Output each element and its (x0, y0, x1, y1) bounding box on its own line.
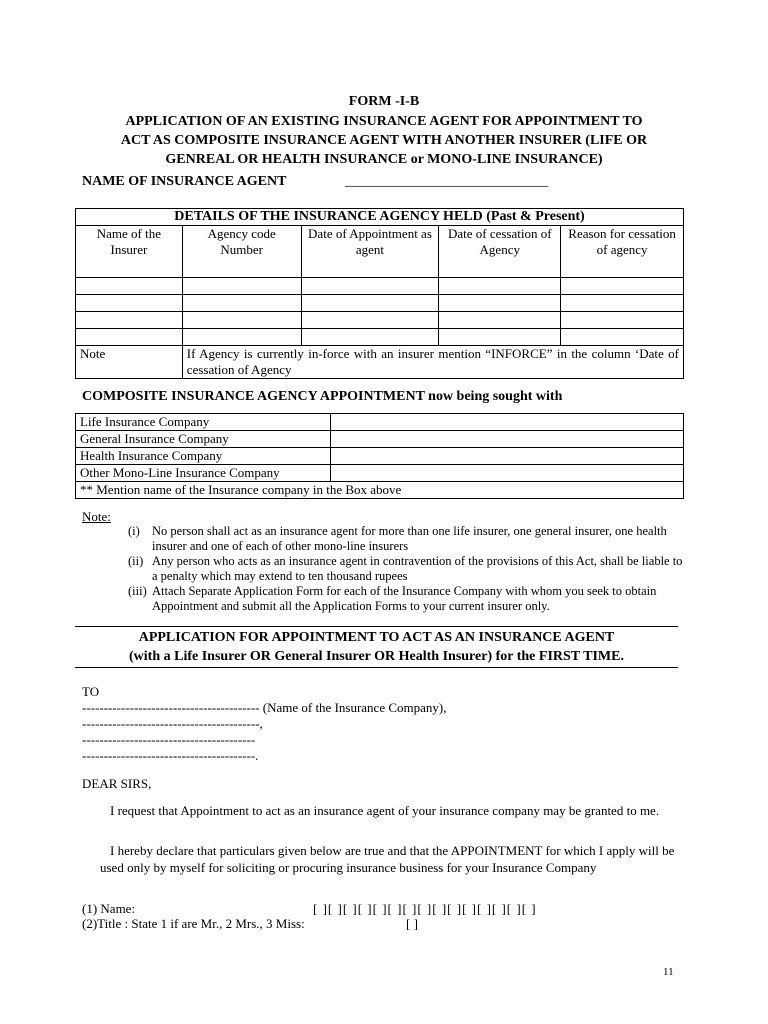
divider (75, 667, 678, 668)
table-cell[interactable] (439, 295, 561, 312)
company-label-general: General Insurance Company (76, 431, 331, 448)
agency-note-text: If Agency is currently in-force with an insurer mention “INFORCE” in the column ‘Date of cessation of Agency (182, 346, 683, 379)
table-row (76, 431, 684, 448)
divider (75, 626, 678, 627)
table-row[interactable] (76, 312, 684, 329)
table-cell[interactable] (561, 329, 684, 346)
address-line-1[interactable]: ----------------------------------------- (Name of the Insurance Company), (82, 700, 447, 715)
address-to: TO (82, 684, 100, 699)
note-number: (ii) (128, 554, 144, 568)
company-table-footer: ** Mention name of the Insurance company in the Box above (76, 482, 684, 499)
agency-table-title: DETAILS OF THE INSURANCE AGENCY HELD (Past & Present) (76, 209, 684, 226)
table-cell[interactable] (301, 295, 439, 312)
name-field-label: (1) Name: (82, 901, 136, 916)
table-cell[interactable] (561, 312, 684, 329)
table-cell[interactable] (301, 329, 439, 346)
table-row[interactable] (76, 295, 684, 312)
first-time-heading-line-1: APPLICATION FOR APPOINTMENT TO ACT AS AN INSURANCE AGENT (138, 630, 615, 645)
form-heading (80, 112, 688, 169)
first-time-heading (75, 628, 678, 666)
table-cell[interactable] (76, 295, 183, 312)
column-header-insurer: Name of the Insurer (76, 226, 183, 278)
list-item (128, 584, 688, 614)
address-line-3[interactable]: ---------------------------------------- (82, 732, 256, 747)
company-name-mono-line-input[interactable] (330, 465, 683, 482)
agency-note-label: Note (76, 346, 183, 379)
table-row (76, 448, 684, 465)
company-name-general-input[interactable] (330, 431, 683, 448)
table-row (76, 465, 684, 482)
form-id: FORM -I-B (348, 94, 420, 109)
declaration-paragraph: I hereby declare that particulars given below are true and that the APPOINTMENT for which I apply will be used only by myself for soliciting or procuring insurance business for your Insurance Company (100, 843, 675, 875)
composite-heading-rest: now being sought with (424, 389, 563, 404)
table-cell[interactable] (439, 312, 561, 329)
agent-name-label: NAME OF INSURANCE AGENT (82, 174, 287, 189)
title-input-box[interactable]: [ ] (406, 916, 418, 931)
table-cell[interactable] (439, 329, 561, 346)
salutation: DEAR SIRS, (82, 776, 152, 791)
table-row[interactable] (76, 278, 684, 295)
column-header-cessation-date: Date of cessation of Agency (439, 226, 561, 278)
table-cell[interactable] (439, 278, 561, 295)
title-field-label: (2)Title : State 1 if are Mr., 2 Mrs., 3 Miss: (82, 916, 305, 931)
heading-line-1: APPLICATION OF AN EXISTING INSURANCE AGENT FOR APPOINTMENT TO (125, 114, 643, 129)
notes-list (128, 524, 688, 614)
table-cell[interactable] (301, 312, 439, 329)
agent-name-field[interactable]: _____________________________ (345, 174, 548, 189)
company-name-health-input[interactable] (330, 448, 683, 465)
composite-heading (82, 388, 562, 406)
column-header-agency-code: Agency code Number (182, 226, 301, 278)
table-cell[interactable] (76, 329, 183, 346)
note-text: Attach Separate Application Form for each of the Insurance Company with whom you seek to obtain Appointment and submit all the Application Forms to your current insurer only. (152, 584, 657, 613)
heading-line-2: ACT AS COMPOSITE INSURANCE AGENT WITH ANOTHER INSURER (LIFE OR (120, 133, 648, 148)
address-block (82, 684, 446, 764)
list-item (128, 524, 688, 554)
notes-label: Note: (82, 509, 111, 524)
note-text: No person shall act as an insurance agent for more than one life insurer, one general insurer, one health insurer and one of each of other mono-line insurers (152, 524, 667, 553)
name-input-boxes[interactable]: [ ][ ][ ][ ][ ][ ][ ][ ][ ][ ][ ][ ][ ][ ][ ] (313, 901, 537, 916)
company-label-mono-line: Other Mono-Line Insurance Company (76, 465, 331, 482)
address-line-2[interactable]: -----------------------------------------, (82, 716, 263, 731)
note-text: Any person who acts as an insurance agent in contravention of the provisions of this Act, shall be liable to a penalty which may extend to ten thousand rupees (152, 554, 683, 583)
table-cell[interactable] (76, 278, 183, 295)
table-cell[interactable] (561, 278, 684, 295)
first-time-heading-line-2: (with a Life Insurer OR General Insurer OR Health Insurer) for the FIRST TIME. (129, 649, 624, 664)
note-number: (i) (128, 524, 140, 538)
company-label-health: Health Insurance Company (76, 448, 331, 465)
table-cell[interactable] (182, 295, 301, 312)
table-row[interactable] (76, 329, 684, 346)
table-cell[interactable] (76, 312, 183, 329)
list-item (128, 554, 688, 584)
composite-heading-bold: COMPOSITE INSURANCE AGENCY APPOINTMENT (82, 389, 425, 404)
heading-line-3: GENREAL OR HEALTH INSURANCE or MONO-LINE INSURANCE) (165, 152, 603, 167)
table-cell[interactable] (301, 278, 439, 295)
table-cell[interactable] (182, 312, 301, 329)
table-row (76, 414, 684, 431)
request-paragraph: I request that Appointment to act as an insurance agent of your insurance company may be granted to me. (110, 803, 660, 818)
table-cell[interactable] (182, 278, 301, 295)
note-number: (iii) (128, 584, 147, 598)
company-name-life-input[interactable] (330, 414, 683, 431)
column-header-cessation-reason: Reason for cessation of agency (561, 226, 684, 278)
table-cell[interactable] (561, 295, 684, 312)
column-header-appointment-date: Date of Appointment as agent (301, 226, 439, 278)
table-cell[interactable] (182, 329, 301, 346)
page-number: 11 (663, 966, 674, 978)
company-label-life: Life Insurance Company (76, 414, 331, 431)
company-selection-table (75, 413, 684, 499)
agency-details-table (75, 208, 684, 379)
address-line-4[interactable]: ----------------------------------------. (82, 748, 259, 763)
